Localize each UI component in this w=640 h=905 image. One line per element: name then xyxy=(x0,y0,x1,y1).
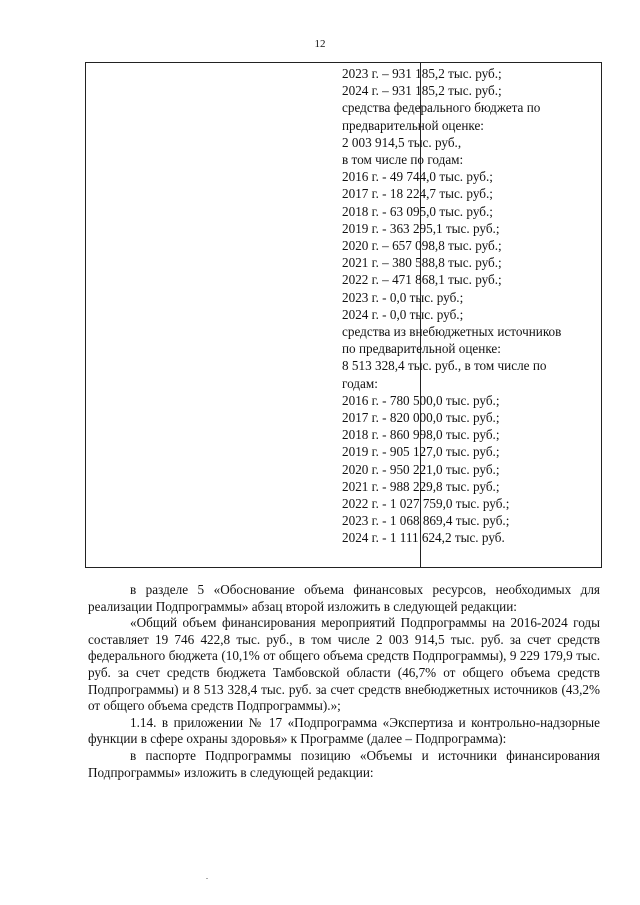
cell-line: средства федерального бюджета по xyxy=(342,100,541,116)
cell-line: 2 003 914,5 тыс. руб., xyxy=(342,134,462,150)
cell-line: 2024 г. – 931 185,2 тыс. руб.; xyxy=(342,83,502,99)
cell-line: 2016 г. - 49 744,0 тыс. руб.; xyxy=(342,169,493,185)
paragraph-quote-total-funding: «Общий объем финансирования мероприятий Подпрограммы на 2016-2024 годы составляет 19 746 422,8 тыс. руб., в том числе 2 003 914,5 тыс. руб. за счет средств федерального бюджета (10,1% от общего объема средств Подпрограммы), 9 229 179,9 тыс. руб. за счет средств бюджета Тамбовской области (46,7% от общего объема средств Подпрограммы) и 8 513 328,4 тыс. руб. за счет средств внебюджетных источников (43,2% от общего объема средств Подпрограммы).»; xyxy=(88,615,600,714)
cell-line: 2024 г. - 1 111 624,2 тыс. руб. xyxy=(342,530,505,546)
scan-dot xyxy=(206,878,208,879)
cell-line: 2017 г. - 820 000,0 тыс. руб.; xyxy=(342,410,500,426)
cell-line: 8 513 328,4 тыс. руб., в том числе по xyxy=(342,358,547,374)
paragraph-item-1-14: 1.14. в приложении № 17 «Подпрограмма «Экспертиза и контрольно-надзорные функции в сфере охраны здоровья» к Программе (далее – Подпрограмма): xyxy=(88,714,600,747)
cell-line: 2019 г. - 363 295,1 тыс. руб.; xyxy=(342,220,500,236)
cell-line: предварительной оценке: xyxy=(342,117,484,133)
cell-line: в том числе по годам: xyxy=(342,152,464,168)
page-number: 12 xyxy=(314,38,326,50)
cell-line: 2017 г. - 18 224,7 тыс. руб.; xyxy=(342,186,493,202)
cell-line: 2023 г. - 1 068 869,4 тыс. руб.; xyxy=(342,513,510,529)
cell-line: по предварительной оценке: xyxy=(342,341,501,357)
cell-line: 2023 г. – 931 185,2 тыс. руб.; xyxy=(342,66,502,81)
cell-line: 2021 г. – 380 588,8 тыс. руб.; xyxy=(342,255,502,271)
paragraph-section5: в разделе 5 «Обоснование объема финансовых ресурсов, необходимых для реализации Подпрограммы» абзац второй изложить в следующей редакции: xyxy=(88,582,600,614)
cell-line: 2023 г. - 0,0 тыс. руб.; xyxy=(342,289,464,305)
cell-line: 2018 г. - 63 095,0 тыс. руб.; xyxy=(342,203,493,219)
document-body xyxy=(88,582,600,781)
cell-line: 2016 г. - 780 500,0 тыс. руб.; xyxy=(342,392,500,408)
cell-line: 2021 г. - 988 229,8 тыс. руб.; xyxy=(342,478,500,494)
cell-line: 2022 г. – 471 868,1 тыс. руб.; xyxy=(342,272,502,288)
paragraph-passport: в паспорте Подпрограммы позицию «Объемы и источники финансирования Подпрограммы» изложить в следующей редакции: xyxy=(88,747,600,780)
cell-line: 2024 г. - 0,0 тыс. руб.; xyxy=(342,306,464,322)
cell-line: 2020 г. – 657 098,8 тыс. руб.; xyxy=(342,238,502,254)
cell-line: 2019 г. - 905 127,0 тыс. руб.; xyxy=(342,444,500,460)
cell-line: 2018 г. - 860 998,0 тыс. руб.; xyxy=(342,427,500,443)
funding-cell xyxy=(342,65,604,547)
cell-line: 2022 г. - 1 027 759,0 тыс. руб.; xyxy=(342,496,510,512)
cell-line: средства из внебюджетных источников xyxy=(342,324,562,340)
cell-line: 2020 г. - 950 221,0 тыс. руб.; xyxy=(342,461,500,477)
cell-line: годам: xyxy=(342,375,378,391)
